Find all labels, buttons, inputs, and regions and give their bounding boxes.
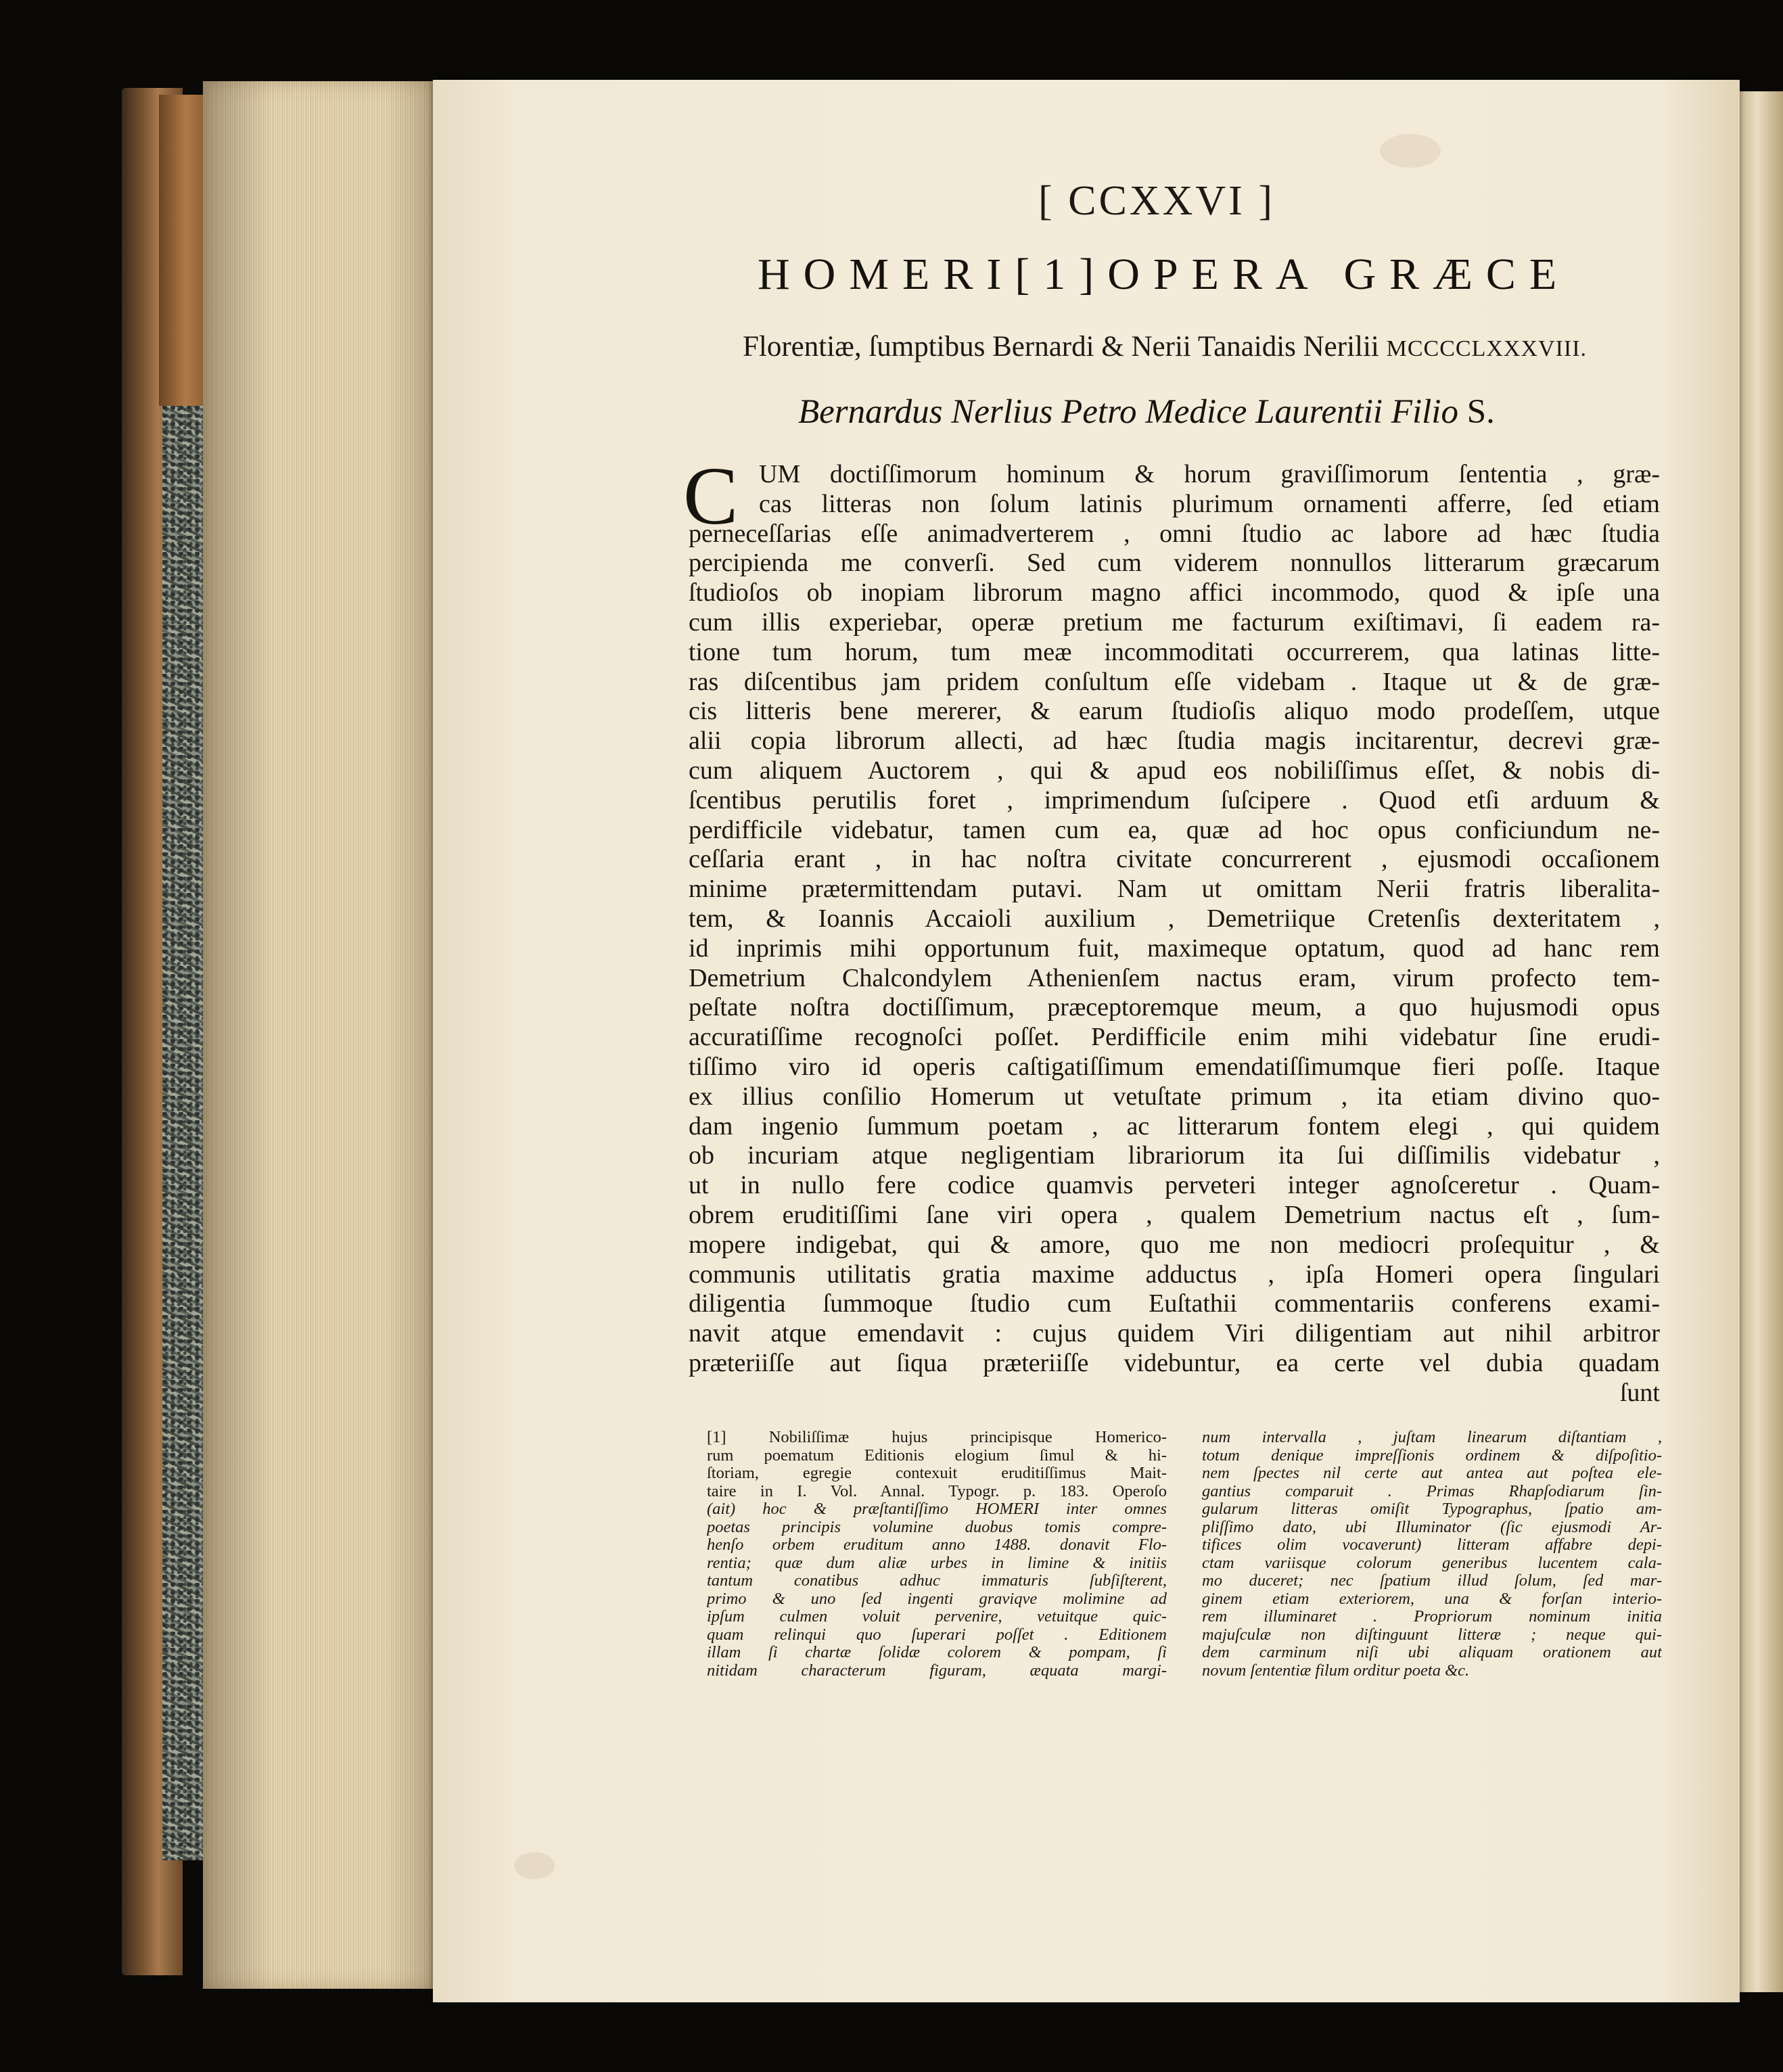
body-line: communis utilitatis gratia maxime adductus , ipſa Homeri opera ſingulari [689, 1260, 1660, 1289]
footnote-line: poetas principis volumine duobus tomis compre- [707, 1518, 1167, 1536]
body-line: UM doctiſſimorum hominum & horum graviſſimorum ſententia , græ- [759, 460, 1660, 488]
footnotes [707, 1429, 1662, 1680]
footnote-line: [1] Nobiliſſimæ hujus principisque Homerico- [707, 1429, 1167, 1446]
body-line: cis litteris bene mererer, & earum ſtudioſis aliquo modo prodeſſem, utque [689, 697, 1660, 726]
footnote-line: ctam variisque colorum generibus lucentem cala- [1202, 1554, 1662, 1572]
dedication-salutation [798, 392, 1495, 432]
footnote-line: tantum conatibus adhuc immaturis ſubſiſterent, [707, 1572, 1167, 1590]
footnote-line: gularum litteras omiſit Typographus, ſpatio am- [1202, 1500, 1662, 1518]
body-line: ob incuriam atque negligentiam librariorum ita ſui diſſimilis videbatur , [689, 1141, 1660, 1170]
body-line: perdifficile videbatur, tamen cum ea, quæ ad hoc opus conficiundum ne- [689, 815, 1660, 844]
footnote-line: ipſum culmen voluit pervenire, vetuitque quic- [707, 1608, 1167, 1626]
footnote-column-left [707, 1429, 1167, 1680]
footnote-line: novum ſententiæ filum orditur poeta &c. [1202, 1661, 1470, 1680]
body-text [689, 460, 1660, 1408]
paper-stain [514, 1852, 555, 1879]
footnote-line: rem illuminaret . Propriorum nominum initia [1202, 1608, 1662, 1626]
footnote-line: illam ſi chartæ ſolidæ colorem & pompam, ſi [707, 1644, 1167, 1661]
body-line: minime prætermittendam putavi. Nam ut omittam Nerii fratris liberalita- [689, 875, 1660, 904]
body-line: ſtudioſos ob inopiam librorum magno affici incommodo, quod & ipſe una [689, 578, 1660, 607]
body-line: cum aliquem Auctorem , qui & apud eos nobiliſſimus eſſet, & nobis di- [689, 756, 1660, 785]
body-line: ex illius conſilio Homerum ut vetuſtate primum , ita etiam divino quo- [689, 1082, 1660, 1111]
body-line: id inprimis mihi opportunum fuit, maximeque optatum, quod ad hanc rem [689, 934, 1660, 963]
body-line: tem, & Ioannis Accaioli auxilium , Demetriique Cretenſis dexteritatem , [689, 904, 1660, 933]
salutation-end: S. [1466, 393, 1495, 431]
footnote-line: henſo orbem eruditum anno 1488. donavit Flo- [707, 1536, 1167, 1554]
body-line: accuratiſſime recognoſci poſſet. Perdifficile enim mihi videbatur ſine erudi- [689, 1023, 1660, 1052]
footnote-line: primo & uno ſed ingenti graviqve molimine ad [707, 1590, 1167, 1608]
body-line: percipienda me converſi. Sed cum viderem nonnullos litterarum græcarum [689, 549, 1660, 578]
body-line: obrem eruditiſſimi ſane viri opera , qualem Demetrium nactus eſt , ſum- [689, 1200, 1660, 1229]
body-line: mopere indigebat, qui & amore, quo me non mediocri proſequitur , & [689, 1230, 1660, 1259]
footnote-line: ſtoriam, egregie contexuit eruditiſſimus Mait- [707, 1465, 1167, 1482]
footnote-line: rum poematum Editionis elogium ſimul & hi- [707, 1446, 1167, 1465]
footnote-line: totum denique impreſſionis ordinem & diſpoſitio- [1202, 1446, 1662, 1465]
footnote-line: gantius comparuit . Primas Rhapſodiarum ſin- [1202, 1482, 1662, 1500]
imprint-year: MCCCCLXXXVIII. [1386, 336, 1588, 361]
footnote-line: rentia; quæ dum aliæ urbes in limine & initiis [707, 1554, 1167, 1572]
body-line: navit atque emendavit : cujus quidem Viri diligentiam aut nihil arbitror [689, 1319, 1660, 1348]
page-title: HOMERI[1]OPERA GRÆCE [758, 250, 1571, 299]
catchword: ſunt [1619, 1378, 1660, 1407]
footnote-line: nem ſpectes nil certe aut antea aut poſtea ele- [1202, 1465, 1662, 1482]
body-line: tiſſimo viro id operis caſtigatiſſimum emendatiſſimumque fieri poſſe. Itaque [689, 1052, 1660, 1081]
marbled-cover [162, 406, 203, 1860]
footnote-line: mo duceret; nec ſpatium illud ſolum, ſed mar- [1202, 1572, 1662, 1590]
body-line: præteriiſſe aut ſiqua præteriiſſe videbuntur, ea certe vel dubia quadam [689, 1348, 1660, 1377]
body-line: diligentia ſummoque ſtudio cum Euſtathii commentariis conferens exami- [689, 1289, 1660, 1318]
body-line: tione tum horum, tum meæ incommoditati occurrerem, qua latinas litte- [689, 637, 1660, 666]
body-line: ras diſcentibus jam pridem conſultum eſſe videbam . Itaque ut & de græ- [689, 667, 1660, 696]
body-line: cum illis experiebar, operæ pretium me facturum exiſtimavi, ſi eadem ra- [689, 607, 1660, 637]
footnote-line: majuſculæ non diſtinguunt litteræ ; neque qui- [1202, 1626, 1662, 1644]
footnote-line: quam relinqui quo ſuperari poſſet . Editionem [707, 1626, 1167, 1644]
body-line: peſtate noſtra doctiſſimum, præceptoremque meum, a quo hujusmodi opus [689, 993, 1660, 1022]
body-line: dam ingenio ſummum poetam , ac litterarum fontem elegi , qui quidem [689, 1111, 1660, 1141]
footnote-line: taire in I. Vol. Annal. Typogr. p. 183. Operoſo [707, 1482, 1167, 1500]
page-number-header: [ CCXXVI ] [1038, 178, 1275, 224]
imprint-line [743, 330, 1587, 363]
salutation-text: Bernardus Nerlius Petro Medice Laurentii Filio [798, 393, 1458, 431]
drop-cap-letter: C [683, 451, 739, 542]
body-line: Demetrium Chalcondylem Athenienſem nactus eram, virum profecto tem- [689, 963, 1660, 992]
body-line: ſcentibus perutilis foret , imprimendum ſuſcipere . Quod etſi arduum & [689, 785, 1660, 814]
body-line: alii copia librorum allecti, ad hæc ſtudia magis incitarentur, decrevi græ- [689, 727, 1660, 756]
imprint-text: Florentiæ, ſumptibus Bernardi & Nerii Tanaidis Nerilii [743, 331, 1379, 363]
body-line: ut in nullo fere codice quamvis perveteri integer agnoſceretur . Quam- [689, 1171, 1660, 1200]
footnote-line: (ait) hoc & præſtantiſſimo HOMERI inter omnes [707, 1500, 1167, 1518]
facing-page-edge [1740, 91, 1783, 1992]
footnote-line: pliſſimo dato, ubi Illuminator (ſic ejusmodi Ar- [1202, 1518, 1662, 1536]
footnote-line: dem carminum niſi ubi aliquam orationem aut [1202, 1644, 1662, 1661]
body-line: cas litteras non ſolum latinis plurimum ornamenti afferre, ſed etiam [759, 489, 1660, 518]
body-line: ceſſaria erant , in hac noſtra civitate concurrerent , ejusmodi occaſionem [689, 845, 1660, 874]
paper-stain [1380, 134, 1441, 168]
footnote-line: tifices olim vocaverunt) litteram affabre depi- [1202, 1536, 1662, 1554]
footnote-column-right [1202, 1429, 1662, 1680]
footnote-line: num intervalla , juſtam linearum diſtantiam , [1202, 1429, 1662, 1446]
page-edge-shading [203, 81, 433, 1989]
footnote-line: ginem etiam exteriorem, una & forſan interio- [1202, 1590, 1662, 1608]
footnote-line: nitidam characterum figuram, æquata margi- [707, 1661, 1167, 1680]
body-line: perneceſſarias eſſe animadverterem , omni ſtudio ac labore ad hæc ſtudia [689, 519, 1660, 548]
